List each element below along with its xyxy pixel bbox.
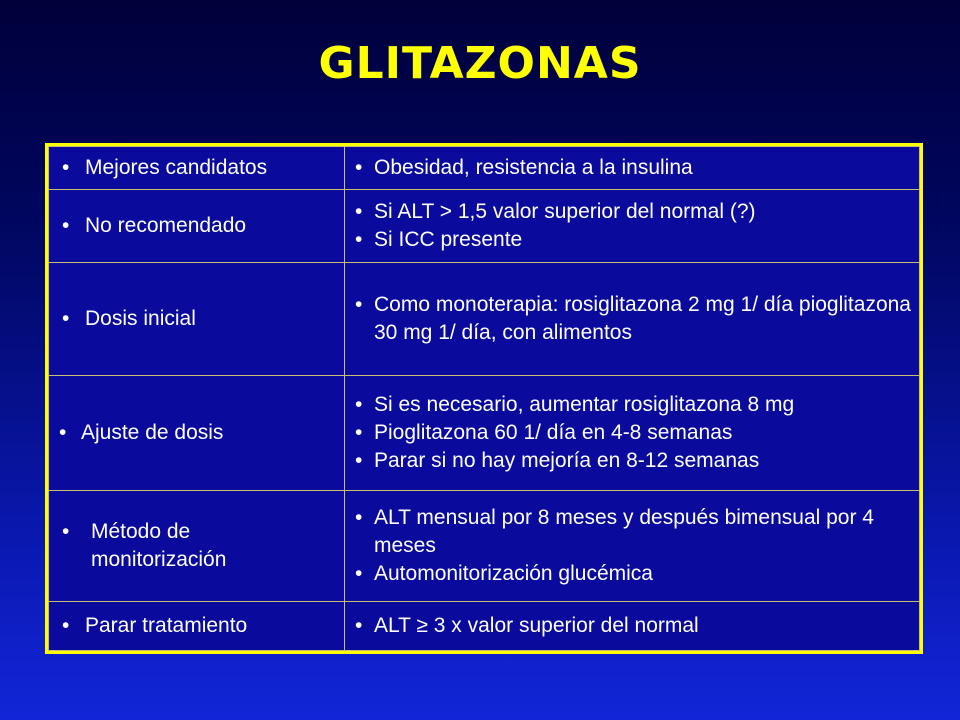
row-content-cell <box>345 190 920 263</box>
row-content-cell <box>345 376 920 491</box>
row-content-cell <box>345 602 920 651</box>
list-item: • Si ALT > 1,5 valor superior del normal (?) <box>345 198 919 226</box>
row-label: • No recomendado <box>49 212 344 240</box>
list-item: • Si es necesario, aumentar rosiglitazona 8 mg <box>345 391 919 419</box>
row-label: • Dosis inicial <box>49 305 344 333</box>
row-label-cell <box>49 491 345 602</box>
table-row-parar-tratamiento <box>49 602 920 651</box>
row-label-cell <box>49 190 345 263</box>
row-label-cell <box>49 376 345 491</box>
glitazonas-table <box>45 143 923 654</box>
list-item: • Obesidad, resistencia a la insulina <box>345 154 919 182</box>
row-content-cell <box>345 491 920 602</box>
slide-title: GLITAZONAS <box>318 38 642 89</box>
list-item: • Parar si no hay mejoría en 8-12 semanas <box>345 447 919 475</box>
row-content-cell <box>345 147 920 190</box>
row-label: • Mejores candidatos <box>49 154 344 182</box>
table-row-metodo-de-monitorizacion <box>49 491 920 602</box>
table-row-mejores-candidatos <box>49 147 920 190</box>
list-item: • Si ICC presente <box>345 226 919 254</box>
list-item: • ALT mensual por 8 meses y después bimensual por 4 meses <box>345 504 919 560</box>
list-item: • ALT ≥ 3 x valor superior del normal <box>345 612 919 640</box>
info-table <box>48 146 920 651</box>
list-item: • Pioglitazona 60 1/ día en 4-8 semanas <box>345 419 919 447</box>
row-label: • Ajuste de dosis <box>49 419 344 447</box>
row-label-cell <box>49 147 345 190</box>
list-item: • Como monoterapia: rosiglitazona 2 mg 1/ día pioglitazona 30 mg 1/ día, con alimentos <box>345 291 919 347</box>
row-label: • Método de monitorización <box>49 518 344 574</box>
row-content-cell <box>345 263 920 376</box>
table-row-ajuste-de-dosis <box>49 376 920 491</box>
table-row-dosis-inicial <box>49 263 920 376</box>
row-label-cell <box>49 263 345 376</box>
row-label: • Parar tratamiento <box>49 612 344 640</box>
table-row-no-recomendado <box>49 190 920 263</box>
row-label-cell <box>49 602 345 651</box>
list-item: • Automonitorización glucémica <box>345 560 919 588</box>
